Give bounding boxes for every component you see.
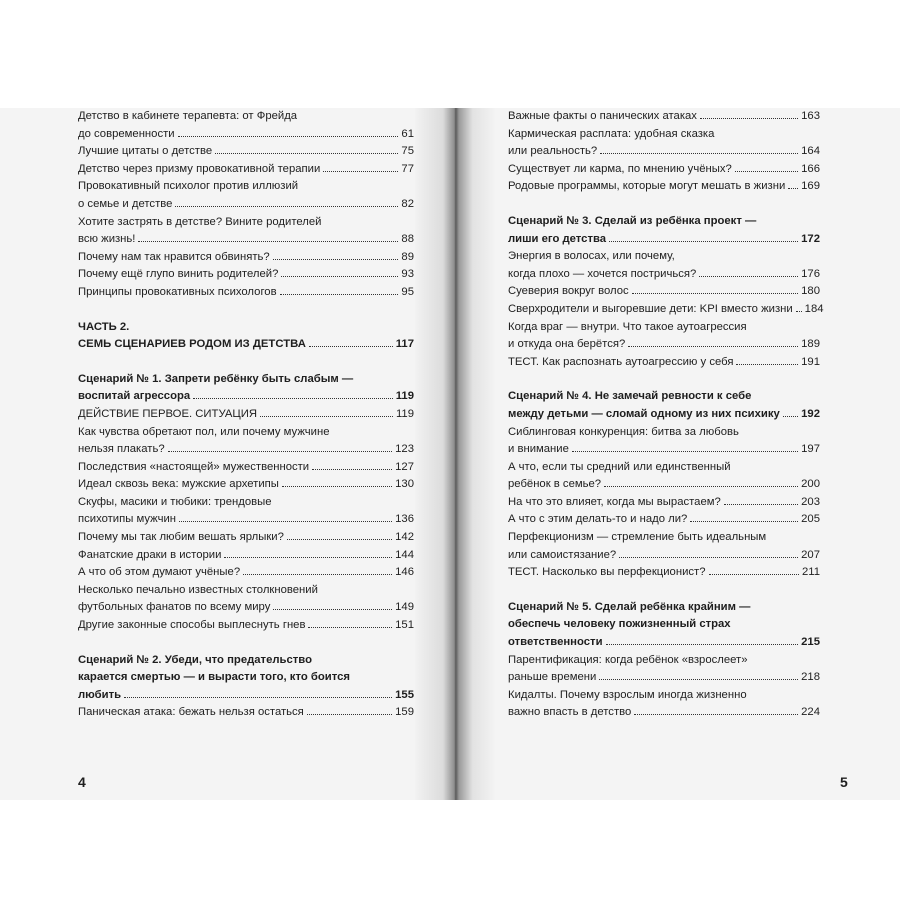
toc-entry-title: Когда враг — внутри. Что такое аутоагрессия <box>508 320 747 333</box>
toc-entry-title: Провокативный психолог против иллюзий <box>78 180 299 193</box>
toc-entry <box>508 266 820 284</box>
toc-entry <box>78 249 414 267</box>
toc-entry-title: Лучшие цитаты о детстве <box>78 145 213 158</box>
dot-leader <box>609 241 798 242</box>
toc-page-number: 184 <box>804 302 824 315</box>
dot-leader <box>634 714 798 715</box>
toc-scenario-heading <box>508 388 820 423</box>
toc-entry-title: Энергия в волосах, или почему, <box>508 250 675 263</box>
toc-entry <box>78 161 414 179</box>
toc-entry-title: Парентификация: когда ребёнок «взрослеет» <box>508 653 748 666</box>
toc-entry <box>508 547 820 565</box>
dot-leader <box>307 714 392 715</box>
toc-entry-title: ребёнок в семье? <box>508 478 602 491</box>
toc-entry <box>78 687 414 705</box>
toc-page-number: 203 <box>801 495 820 508</box>
toc-entry-title: Перфекционизм — стремление быть идеальным <box>508 531 767 544</box>
toc-page-number: 197 <box>801 443 820 456</box>
dot-leader <box>632 293 798 294</box>
dot-leader <box>600 153 798 154</box>
toc-entry-title: Последствия «настоящей» мужественности <box>78 460 310 473</box>
dot-leader <box>193 398 393 399</box>
toc-line <box>508 319 820 337</box>
toc-entry-title: или реальность? <box>508 145 598 158</box>
toc-entry-title: Сценарий № 4. Не замечай ревности к себе <box>508 390 752 403</box>
toc-entry <box>508 178 820 196</box>
toc-entry <box>78 284 414 302</box>
toc-line <box>78 669 414 687</box>
toc-entry <box>78 143 414 161</box>
toc-entry <box>508 354 820 372</box>
toc-line <box>508 424 820 442</box>
toc-page-number: 218 <box>801 671 820 684</box>
toc-entry-title: воспитай агрессора <box>78 390 191 403</box>
toc-line <box>508 248 820 266</box>
dot-leader <box>175 206 398 207</box>
toc-entry <box>78 388 414 406</box>
toc-entry-title: всю жизнь! <box>78 233 136 246</box>
page-number-right: 5 <box>840 774 848 790</box>
book-gutter <box>415 108 495 800</box>
toc-page-number: 164 <box>801 145 820 158</box>
book-spread <box>0 108 900 800</box>
toc-entry-title: о семье и детстве <box>78 197 173 210</box>
toc-block <box>508 248 824 371</box>
toc-entry-title: Детство через призму провокативной терапии <box>78 162 321 175</box>
toc-entry-title: обеспечь человеку пожизненный страх <box>508 618 731 631</box>
toc-block <box>78 108 414 302</box>
toc-block <box>508 108 820 196</box>
toc-page-number: 149 <box>395 601 414 614</box>
toc-entry-title: Кидалты. Почему взрослым иногда жизненно <box>508 688 747 701</box>
toc-entry-title: Сценарий № 3. Сделай из ребёнка проект — <box>508 214 757 227</box>
toc-page-number: 151 <box>395 619 414 632</box>
toc-entry <box>78 599 414 617</box>
toc-line <box>78 652 414 670</box>
dot-leader <box>215 153 398 154</box>
toc-page-number: 75 <box>401 145 414 158</box>
toc-page-number: 159 <box>395 706 414 719</box>
toc-entry-title: карается смертью — и вырасти того, кто боится <box>78 671 350 684</box>
dot-leader <box>243 574 392 575</box>
toc-entry-title: Несколько печально известных столкновений <box>78 583 318 596</box>
toc-entry <box>78 476 414 494</box>
toc-line <box>78 494 414 512</box>
toc-page-number: 88 <box>401 233 414 246</box>
toc-scenario-heading <box>78 371 414 406</box>
toc-line <box>508 126 820 144</box>
dot-leader <box>604 486 798 487</box>
toc-entry-title: Сценарий № 2. Убеди, что предательство <box>78 653 313 666</box>
toc-page-number: 172 <box>801 232 820 245</box>
toc-entry-title: Идеал сквозь века: мужские архетипы <box>78 478 279 491</box>
toc-line <box>78 319 414 337</box>
toc-entry-title: А что, если ты средний или единственный <box>508 460 731 473</box>
toc-page-number: 142 <box>395 531 414 544</box>
toc-entry <box>78 266 414 284</box>
toc-page-number: 189 <box>801 338 820 351</box>
dot-leader <box>690 521 798 522</box>
toc-entry-title: любить <box>78 688 122 701</box>
toc-page-number: 180 <box>801 285 820 298</box>
toc-page-number: 93 <box>401 268 414 281</box>
dot-leader <box>168 451 393 452</box>
dot-leader <box>224 557 392 558</box>
dot-leader <box>572 451 798 452</box>
toc-entry-title: нельзя плакать? <box>78 443 165 456</box>
toc-page-number: 200 <box>801 478 820 491</box>
toc-page-number: 61 <box>401 127 414 140</box>
toc-entry-title: между детьми — сломай одному из них психику <box>508 407 780 420</box>
toc-entry-title: Сценарий № 5. Сделай ребёнка крайним — <box>508 600 751 613</box>
toc-entry <box>508 511 820 529</box>
dot-leader <box>628 346 798 347</box>
toc-line <box>78 214 414 232</box>
toc-line <box>78 178 414 196</box>
dot-leader <box>788 188 798 189</box>
toc-page-number: 123 <box>395 443 414 456</box>
toc-line <box>78 108 414 126</box>
dot-leader <box>699 276 798 277</box>
toc-entry-title: Родовые программы, которые могут мешать в жизни <box>508 180 786 193</box>
toc-entry-title: ответственности <box>508 636 603 649</box>
toc-line <box>508 687 820 705</box>
toc-entry-title: Сиблинговая конкуренция: битва за любовь <box>508 425 739 438</box>
toc-entry-title: ДЕЙСТВИЕ ПЕРВОЕ. СИТУАЦИЯ <box>78 407 258 420</box>
toc-entry <box>508 441 820 459</box>
dot-leader <box>619 557 798 558</box>
dot-leader <box>736 364 798 365</box>
toc-block <box>508 424 820 582</box>
toc-page-number: 215 <box>801 636 820 649</box>
toc-entry-title: Сценарий № 1. Запрети ребёнку быть слабым — <box>78 372 354 385</box>
toc-entry <box>508 476 820 494</box>
dot-leader <box>323 171 398 172</box>
toc-entry-title: Фанатские драки в истории <box>78 548 222 561</box>
toc-line <box>508 652 820 670</box>
toc-line <box>508 459 820 477</box>
toc-entry-title: На что это влияет, когда мы вырастаем? <box>508 495 721 508</box>
toc-entry-title: Почему нам так нравится обвинять? <box>78 250 270 263</box>
toc-entry-title: и внимание <box>508 443 569 456</box>
toc-entry <box>508 704 820 722</box>
toc-line <box>508 529 820 547</box>
toc-page-number: 89 <box>401 250 414 263</box>
toc-block <box>78 704 414 722</box>
toc-page-number: 163 <box>801 110 820 122</box>
toc-entry <box>508 301 824 319</box>
toc-entry-title: А что об этом думают учёные? <box>78 566 241 579</box>
toc-scenario-heading <box>78 652 414 705</box>
toc-page-number: 119 <box>395 407 414 420</box>
dot-leader <box>280 294 399 295</box>
toc-entry <box>78 196 414 214</box>
toc-line <box>508 213 820 231</box>
toc-page-number: 191 <box>801 355 820 368</box>
toc-line <box>78 371 414 389</box>
toc-entry-title: А что с этим делать-то и надо ли? <box>508 513 688 526</box>
toc-page-number: 117 <box>395 338 414 351</box>
toc-page-number: 176 <box>801 267 820 280</box>
toc-entry-title: и откуда она берётся? <box>508 338 626 351</box>
toc-page-number: 211 <box>801 566 820 579</box>
toc-entry <box>508 634 820 652</box>
toc-entry-title: Суеверия вокруг волос <box>508 285 629 298</box>
toc-entry <box>78 126 414 144</box>
toc-entry <box>78 231 414 249</box>
toc-entry <box>78 564 414 582</box>
toc-entry <box>508 406 820 424</box>
toc-page-number: 95 <box>401 285 414 298</box>
toc-line <box>508 616 820 634</box>
toc-entry-title: Почему ещё глупо винить родителей? <box>78 268 279 281</box>
toc-page-number: 130 <box>395 478 414 491</box>
dot-leader <box>783 416 798 417</box>
toc-page-number: 77 <box>401 162 414 175</box>
toc-entry-title: Паническая атака: бежать нельзя остаться <box>78 706 304 719</box>
toc-scenario-heading <box>508 599 820 652</box>
toc-line <box>78 582 414 600</box>
toc-entry <box>508 494 820 512</box>
toc-entry <box>78 459 414 477</box>
toc-line <box>508 599 820 617</box>
toc-entry <box>78 529 414 547</box>
dot-leader <box>287 539 392 540</box>
toc-entry <box>78 547 414 565</box>
toc-entry-title: Хотите застрять в детстве? Вините родителей <box>78 215 322 228</box>
toc-page-number: 224 <box>801 706 820 719</box>
left-page <box>78 108 414 722</box>
toc-entry-title: лиши его детства <box>508 232 607 245</box>
toc-entry-title: ТЕСТ. Насколько вы перфекционист? <box>508 566 706 579</box>
dot-leader <box>606 644 799 645</box>
toc-entry-title: футбольных фанатов по всему миру <box>78 601 271 614</box>
right-page <box>508 108 824 722</box>
toc-page-number: 82 <box>401 197 414 210</box>
toc-entry-title: Детство в кабинете терапевта: от Фрейда <box>78 110 298 122</box>
toc-page-number: 144 <box>395 548 414 561</box>
toc-entry-title: Как чувства обретают пол, или почему мужчине <box>78 425 330 438</box>
dot-leader <box>138 241 398 242</box>
dot-leader <box>309 346 393 347</box>
dot-leader <box>312 469 392 470</box>
dot-leader <box>735 171 798 172</box>
toc-page-number: 127 <box>395 460 414 473</box>
dot-leader <box>281 276 398 277</box>
toc-entry <box>508 564 820 582</box>
toc-entry <box>78 406 414 424</box>
toc-entry <box>78 617 414 635</box>
toc-entry-title: Скуфы, масики и тюбики: трендовые <box>78 495 272 508</box>
toc-entry <box>508 231 820 249</box>
toc-entry-title: Сверхродители и выгоревшие дети: KPI вместо жизни <box>508 302 793 315</box>
toc-entry-title: до современности <box>78 127 175 140</box>
dot-leader <box>178 136 399 137</box>
dot-leader <box>260 416 393 417</box>
toc-entry <box>508 283 820 301</box>
toc-entry-title: Важные факты о панических атаках <box>508 110 697 122</box>
page-number-left: 4 <box>78 774 86 790</box>
toc-entry-title: ТЕСТ. Как распознать аутоагрессию у себя <box>508 355 734 368</box>
toc-page-number: 166 <box>801 162 820 175</box>
dot-leader <box>282 486 392 487</box>
toc-entry <box>508 336 820 354</box>
toc-entry <box>508 143 820 161</box>
toc-entry <box>508 108 820 126</box>
toc-page-number: 136 <box>395 513 414 526</box>
toc-entry-title: Принципы провокативных психологов <box>78 285 277 298</box>
toc-page-number: 207 <box>801 548 820 561</box>
toc-entry <box>78 441 414 459</box>
toc-line <box>78 424 414 442</box>
toc-entry-title: Другие законные способы выплеснуть гнев <box>78 619 306 632</box>
toc-entry-title: психотипы мужчин <box>78 513 177 526</box>
toc-entry <box>508 161 820 179</box>
dot-leader <box>273 259 399 260</box>
toc-page-number: 146 <box>395 566 414 579</box>
toc-block <box>508 652 820 722</box>
toc-entry-title: Кармическая расплата: удобная сказка <box>508 127 715 140</box>
toc-page-number: 192 <box>801 407 820 420</box>
toc-entry-title: раньше времени <box>508 671 597 684</box>
toc-entry-title: Почему мы так любим вешать ярлыки? <box>78 531 284 544</box>
toc-scenario-heading <box>508 213 820 248</box>
toc-entry <box>78 704 414 722</box>
toc-entry <box>78 336 414 354</box>
toc-entry <box>508 669 820 687</box>
toc-entry-title: Существует ли карма, по мнению учёных? <box>508 162 732 175</box>
dot-leader <box>308 627 392 628</box>
dot-leader <box>124 697 392 698</box>
toc-block <box>78 406 414 635</box>
toc-page-number: 205 <box>801 513 820 526</box>
dot-leader <box>724 504 798 505</box>
dot-leader <box>700 118 798 119</box>
toc-entry-title: ЧАСТЬ 2. <box>78 320 130 333</box>
toc-page-number: 169 <box>801 180 820 193</box>
toc-entry-title: или самоистязание? <box>508 548 617 561</box>
dot-leader <box>796 311 802 312</box>
toc-page-number: 155 <box>395 688 414 701</box>
toc-part-heading <box>78 319 414 354</box>
toc-page-number: 119 <box>395 390 414 403</box>
toc-entry-title: СЕМЬ СЦЕНАРИЕВ РОДОМ ИЗ ДЕТСТВА <box>78 338 306 351</box>
toc-entry <box>78 511 414 529</box>
dot-leader <box>179 521 392 522</box>
dot-leader <box>273 609 392 610</box>
toc-entry-title: когда плохо — хочется постричься? <box>508 267 697 280</box>
dot-leader <box>709 574 799 575</box>
dot-leader <box>599 679 798 680</box>
toc-line <box>508 388 820 406</box>
toc-entry-title: важно впасть в детство <box>508 706 632 719</box>
